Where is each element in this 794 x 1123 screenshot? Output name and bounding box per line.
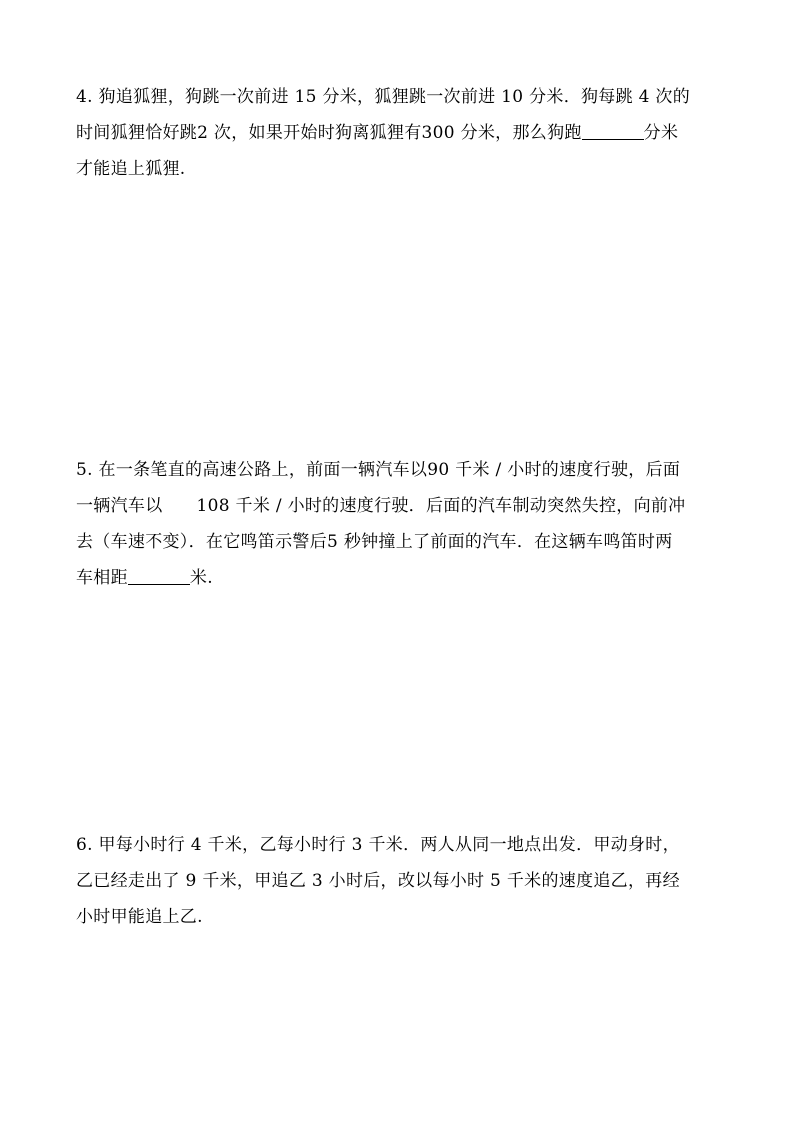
problem-line — [76, 899, 721, 935]
problem-line — [76, 79, 721, 115]
answer-blank[interactable] — [128, 564, 190, 585]
problem-line — [76, 827, 721, 863]
problem-text: 5. 在一条笔直的高速公路上，前面一辆汽车以90 千米 / 小时的速度行驶，后面 — [76, 460, 681, 480]
problem-5 — [76, 452, 721, 596]
problem-4 — [76, 79, 721, 187]
problem-text: 分米 — [643, 123, 679, 143]
problem-text: 乙已经走出了 9 千米，甲追乙 3 小时后，改以每小时 5 千米的速度追乙，再经 — [76, 871, 680, 891]
problem-text: 一辆汽车以 — [76, 496, 163, 516]
problem-6 — [76, 827, 721, 935]
problem-line — [76, 524, 721, 560]
problem-line — [76, 151, 721, 187]
problem-line — [76, 452, 721, 488]
problem-text: 米. — [189, 568, 213, 588]
problem-text: 小时甲能追上乙. — [76, 907, 203, 927]
answer-blank[interactable] — [582, 119, 644, 140]
problem-text: 时间狐狸恰好跳2 次，如果开始时狗离狐狸有300 分米，那么狗跑 — [76, 123, 582, 143]
problem-line — [76, 560, 721, 596]
problem-line — [76, 863, 721, 899]
problem-text: 6. 甲每小时行 4 千米，乙每小时行 3 千米．两人从同一地点出发．甲动身时， — [76, 835, 680, 855]
problem-text: 去（车速不变）．在它鸣笛示警后5 秒钟撞上了前面的汽车．在这辆车鸣笛时两 — [76, 532, 673, 552]
problem-text: 车相距 — [76, 568, 128, 588]
problem-line — [76, 115, 721, 151]
problem-line — [76, 488, 721, 524]
problem-text: 108 千米 / 小时的速度行驶．后面的汽车制动突然失控，向前冲 — [196, 496, 686, 516]
problem-text: 4. 狗追狐狸，狗跳一次前进 15 分米，狐狸跳一次前进 10 分米．狗每跳 4 次的 — [76, 87, 691, 107]
problem-text: 才能追上狐狸. — [76, 159, 186, 179]
